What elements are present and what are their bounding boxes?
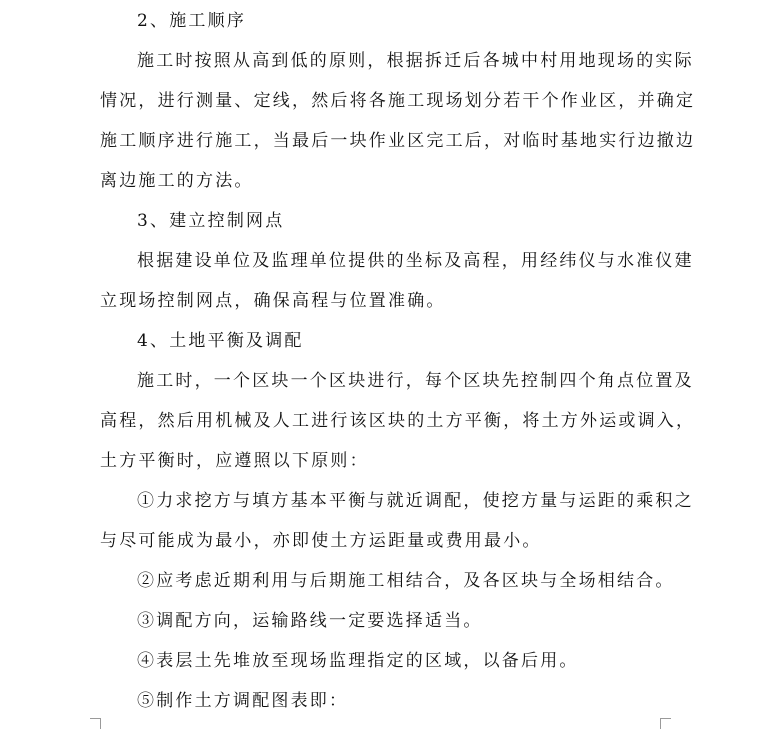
crop-mark-bottom-right — [660, 718, 671, 729]
section-heading-earth-balance: 4、土地平衡及调配 — [137, 331, 304, 351]
paragraph-line: 施工顺序进行施工，当最后一块作业区完工后，对临时基地实行边撤边 — [100, 131, 696, 151]
paragraph-line: 施工时按照从高到低的原则，根据拆迁后各城中村用地现场的实际 — [137, 51, 694, 71]
paragraph-line: 根据建设单位及监理单位提供的坐标及高程，用经纬仪与水准仪建 — [137, 251, 694, 271]
section-heading-construction-sequence: 2、施工顺序 — [137, 11, 247, 31]
paragraph-line: 土方平衡时，应遵照以下原则： — [100, 451, 369, 471]
section-heading-control-points: 3、建立控制网点 — [137, 211, 285, 231]
paragraph-line: 施工时，一个区块一个区块进行，每个区块先控制四个角点位置及 — [137, 371, 694, 391]
crop-mark-bottom-left — [90, 718, 101, 729]
paragraph-line: 情况，进行测量、定线，然后将各施工现场划分若干个作业区，并确定 — [100, 91, 696, 111]
principle-item-3: ③调配方向，运输路线一定要选择适当。 — [137, 611, 483, 631]
paragraph-line: 离边施工的方法。 — [100, 171, 254, 191]
paragraph-line: 立现场控制网点，确保高程与位置准确。 — [100, 291, 446, 311]
principle-item-1: ①力求挖方与填方基本平衡与就近调配，使挖方量与运距的乘积之 — [137, 491, 694, 511]
principle-item-4: ④表层土先堆放至现场监理指定的区域，以备后用。 — [137, 651, 579, 671]
principle-item-2: ②应考虑近期利用与后期施工相结合，及各区块与全场相结合。 — [137, 571, 675, 591]
paragraph-line: 高程，然后用机械及人工进行该区块的土方平衡，将土方外运或调入， — [100, 411, 696, 431]
principle-item-1-continued: 与尽可能成为最小，亦即使土方运距量或费用最小。 — [100, 531, 542, 551]
principle-item-5: ⑤制作土方调配图表即： — [137, 691, 349, 711]
